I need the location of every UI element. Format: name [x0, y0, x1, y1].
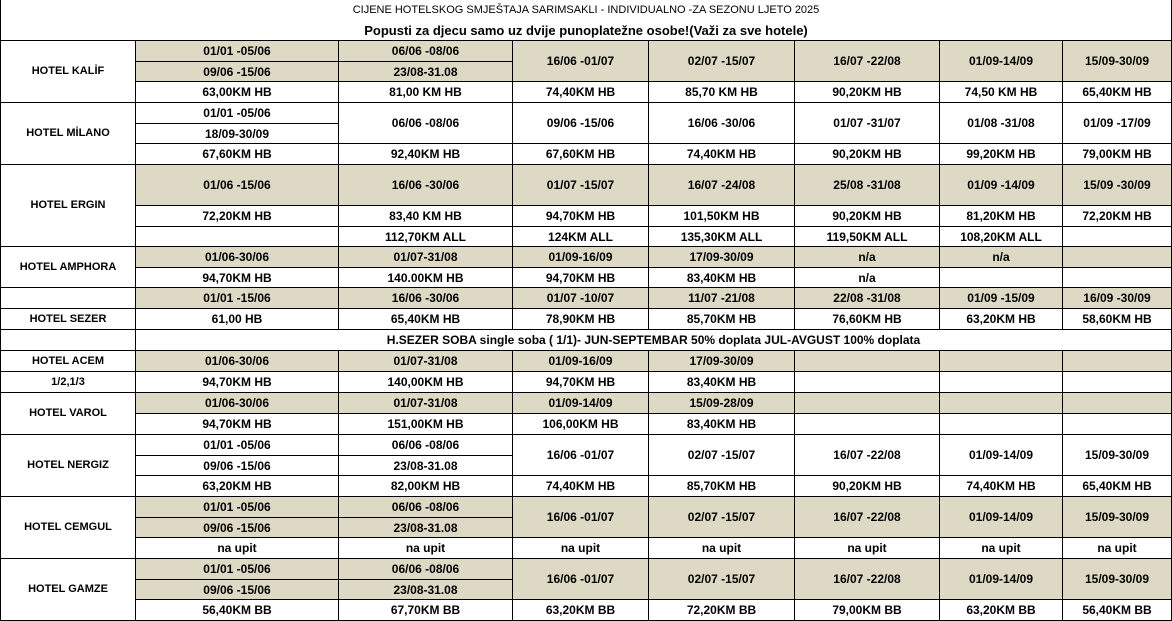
- price-cell: 56,40KM BB: [1063, 600, 1172, 621]
- price-cell: 79,00KM BB: [795, 600, 940, 621]
- blank-cell: [0, 288, 136, 309]
- period-cell: 01/01 -05/06: [136, 435, 339, 456]
- price-cell: [795, 372, 940, 393]
- period-cell: 01/01 -05/06: [136, 559, 339, 580]
- period-cell: 15/09-30/09: [1063, 435, 1172, 476]
- hotel-name: HOTEL SEZER: [0, 309, 136, 330]
- hotel-name: HOTEL ACEM: [0, 351, 136, 372]
- hotel-name: HOTEL VAROL: [0, 393, 136, 435]
- period-cell: 16/06 -30/06: [339, 288, 513, 309]
- price-cell: 72,20KM HB: [136, 206, 339, 227]
- period-cell: 15/09-30/09: [1063, 497, 1172, 538]
- period-cell: 01/08 -31/08: [940, 103, 1063, 144]
- price-cell: 65,40KM HB: [1063, 476, 1172, 497]
- price-all-cell: 119,50KM ALL: [795, 227, 940, 247]
- period-cell: 09/06 -15/06: [136, 518, 339, 538]
- period-cell: 09/06 -15/06: [513, 103, 649, 144]
- price-cell: 85,70 KM HB: [649, 82, 795, 103]
- price-cell: 99,20KM HB: [940, 144, 1063, 165]
- period-cell: 15/09-30/09: [1063, 41, 1172, 82]
- price-cell: n/a: [795, 268, 940, 288]
- price-cell: na upit: [339, 538, 513, 559]
- period-cell: 16/07 -22/08: [795, 435, 940, 476]
- period-cell: [1063, 351, 1172, 372]
- price-all-cell: [136, 227, 339, 247]
- price-cell: 151,00KM HB: [339, 414, 513, 435]
- price-cell: 67,60KM HB: [513, 144, 649, 165]
- period-cell: 01/06-30/06: [136, 351, 339, 372]
- price-cell: 74,50 KM HB: [940, 82, 1063, 103]
- period-cell: 01/09-14/09: [940, 435, 1063, 476]
- price-cell: 76,60KM HB: [795, 309, 940, 330]
- price-cell: 58,60KM HB: [1063, 309, 1172, 330]
- period-cell: [795, 393, 940, 414]
- price-cell: 81,00 KM HB: [339, 82, 513, 103]
- price-all-cell: [1063, 227, 1172, 247]
- hotel-name: HOTEL MİLANO: [0, 103, 136, 165]
- period-cell: 01/09-14/09: [940, 559, 1063, 600]
- period-cell: 02/07 -15/07: [649, 435, 795, 476]
- period-cell: 01/01 -05/06: [136, 41, 339, 62]
- price-cell: 94,70KM HB: [136, 372, 339, 393]
- price-all-cell: 124KM ALL: [513, 227, 649, 247]
- period-cell: 23/08-31.08: [339, 62, 513, 82]
- period-cell: 16/06 -01/07: [513, 41, 649, 82]
- period-cell: 01/09 -17/09: [1063, 103, 1172, 144]
- period-cell: 01/01 -05/06: [136, 103, 339, 124]
- price-cell: [1063, 414, 1172, 435]
- price-cell: [1063, 372, 1172, 393]
- hotel-name: HOTEL KALİF: [0, 41, 136, 103]
- period-cell: 16/06 -30/06: [649, 103, 795, 144]
- period-cell: 23/08-31.08: [339, 518, 513, 538]
- price-cell: 65,40KM HB: [339, 309, 513, 330]
- price-cell: 94,70KM HB: [513, 268, 649, 288]
- price-cell: na upit: [940, 538, 1063, 559]
- hotel-name: HOTEL CEMGUL: [0, 497, 136, 559]
- period-cell: 01/09 -15/09: [940, 288, 1063, 309]
- period-cell: 11/07 -21/08: [649, 288, 795, 309]
- price-cell: 90,20KM HB: [795, 476, 940, 497]
- price-cell: 83,40KM HB: [649, 268, 795, 288]
- period-cell: 01/07-31/08: [339, 247, 513, 268]
- period-cell: 09/06 -15/06: [136, 62, 339, 82]
- price-cell: 67,60KM HB: [136, 144, 339, 165]
- period-cell: 02/07 -15/07: [649, 497, 795, 538]
- price-cell: 140,00KM HB: [339, 372, 513, 393]
- period-cell: [795, 351, 940, 372]
- price-cell: 83,40KM HB: [649, 414, 795, 435]
- period-cell: 17/09-30/09: [649, 351, 795, 372]
- price-cell: 63,20KM HB: [940, 309, 1063, 330]
- period-cell: 23/08-31.08: [339, 580, 513, 600]
- period-cell: 01/07-31/08: [339, 393, 513, 414]
- price-cell: na upit: [649, 538, 795, 559]
- price-cell: 94,70KM HB: [136, 268, 339, 288]
- period-cell: 18/09-30/09: [136, 124, 339, 144]
- price-cell: 92,40KM HB: [339, 144, 513, 165]
- period-cell: 09/06 -15/06: [136, 456, 339, 476]
- period-cell: 25/08 -31/08: [795, 165, 940, 206]
- price-cell: 67,70KM BB: [339, 600, 513, 621]
- price-cell: [940, 372, 1063, 393]
- period-cell: [940, 393, 1063, 414]
- period-cell: 16/06 -01/07: [513, 497, 649, 538]
- price-cell: 72,20KM HB: [1063, 206, 1172, 227]
- price-cell: 94,70KM HB: [136, 414, 339, 435]
- period-cell: 06/06 -08/06: [339, 497, 513, 518]
- period-cell: 02/07 -15/07: [649, 559, 795, 600]
- price-cell: na upit: [513, 538, 649, 559]
- table-subtitle: Popusti za djecu samo uz dvije punoplatežne osobe!(Važi za sve hotele): [0, 20, 1172, 41]
- price-cell: na upit: [136, 538, 339, 559]
- hotel-name: HOTEL GAMZE: [0, 559, 136, 621]
- period-cell: 01/07 -15/07: [513, 165, 649, 206]
- price-cell: 140.00KM HB: [339, 268, 513, 288]
- price-cell: 63,20KM BB: [513, 600, 649, 621]
- period-cell: 01/09 -14/09: [940, 165, 1063, 206]
- period-cell: 17/09-30/09: [649, 247, 795, 268]
- period-cell: n/a: [940, 247, 1063, 268]
- period-cell: 01/01 -05/06: [136, 497, 339, 518]
- period-cell: 06/06 -08/06: [339, 435, 513, 456]
- period-cell: 15/09-30/09: [1063, 559, 1172, 600]
- period-cell: 01/06-30/06: [136, 393, 339, 414]
- period-cell: [940, 351, 1063, 372]
- period-cell: 16/07 -22/08: [795, 41, 940, 82]
- price-cell: na upit: [795, 538, 940, 559]
- price-cell: [1063, 268, 1172, 288]
- price-cell: 81,20KM HB: [940, 206, 1063, 227]
- period-cell: 15/09-28/09: [649, 393, 795, 414]
- period-cell: 01/07-31/08: [339, 351, 513, 372]
- hotel-name: HOTEL AMPHORA: [0, 247, 136, 288]
- price-cell: 63,00KM HB: [136, 82, 339, 103]
- price-cell: 63,20KM HB: [136, 476, 339, 497]
- price-cell: 106,00KM HB: [513, 414, 649, 435]
- price-cell: 72,20KM BB: [649, 600, 795, 621]
- period-cell: 06/06 -08/06: [339, 103, 513, 144]
- sezer-note: H.SEZER SOBA single soba ( 1/1)- JUN-SEPTEMBAR 50% doplata JUL-AVGUST 100% doplata: [136, 330, 1172, 351]
- price-cell: 74,40KM HB: [513, 476, 649, 497]
- period-cell: 16/06 -01/07: [513, 559, 649, 600]
- hotel-name: HOTEL NERGIZ: [0, 435, 136, 497]
- period-cell: 01/01 -15/06: [136, 288, 339, 309]
- period-cell: 23/08-31.08: [339, 456, 513, 476]
- period-cell: 16/06 -01/07: [513, 435, 649, 476]
- price-cell: 90,20KM HB: [795, 82, 940, 103]
- period-cell: 01/09-16/09: [513, 247, 649, 268]
- period-cell: 16/07 -22/08: [795, 497, 940, 538]
- period-cell: 01/09-16/09: [513, 351, 649, 372]
- period-cell: 15/09 -30/09: [1063, 165, 1172, 206]
- price-all-cell: 108,20KM ALL: [940, 227, 1063, 247]
- period-cell: 16/09 -30/09: [1063, 288, 1172, 309]
- price-cell: 82,00KM HB: [339, 476, 513, 497]
- price-cell: 83,40 KM HB: [339, 206, 513, 227]
- period-cell: 06/06 -08/06: [339, 41, 513, 62]
- price-cell: [940, 414, 1063, 435]
- price-cell: 63,20KM BB: [940, 600, 1063, 621]
- hotel-name: HOTEL ERGIN: [0, 165, 136, 247]
- price-cell: 101,50KM HB: [649, 206, 795, 227]
- price-cell: 90,20KM HB: [795, 206, 940, 227]
- price-cell: 85,70KM HB: [649, 309, 795, 330]
- price-cell: 94,70KM HB: [513, 206, 649, 227]
- price-cell: [940, 268, 1063, 288]
- period-cell: 09/06 -15/06: [136, 580, 339, 600]
- price-cell: 83,40KM HB: [649, 372, 795, 393]
- price-all-cell: 112,70KM ALL: [339, 227, 513, 247]
- price-cell: 74,40KM HB: [940, 476, 1063, 497]
- period-cell: 16/07 -24/08: [649, 165, 795, 206]
- period-cell: 01/09-14/09: [513, 393, 649, 414]
- period-cell: 06/06 -08/06: [339, 559, 513, 580]
- period-cell: 01/07 -10/07: [513, 288, 649, 309]
- price-cell: 61,00 HB: [136, 309, 339, 330]
- price-cell: 74,40KM HB: [649, 144, 795, 165]
- price-cell: 90,20KM HB: [795, 144, 940, 165]
- period-cell: 16/06 -30/06: [339, 165, 513, 206]
- period-cell: 22/08 -31/08: [795, 288, 940, 309]
- price-cell: [795, 414, 940, 435]
- period-cell: 01/09-14/09: [940, 497, 1063, 538]
- hotel-subname: 1/2,1/3: [0, 372, 136, 393]
- period-cell: [1063, 393, 1172, 414]
- price-cell: 79,00KM HB: [1063, 144, 1172, 165]
- price-cell: 56,40KM BB: [136, 600, 339, 621]
- price-cell: 85,70KM HB: [649, 476, 795, 497]
- price-all-cell: 135,30KM ALL: [649, 227, 795, 247]
- period-cell: 01/06 -15/06: [136, 165, 339, 206]
- period-cell: 02/07 -15/07: [649, 41, 795, 82]
- price-cell: 74,40KM HB: [513, 82, 649, 103]
- price-cell: na upit: [1063, 538, 1172, 559]
- period-cell: 01/09-14/09: [940, 41, 1063, 82]
- period-cell: 16/07 -22/08: [795, 559, 940, 600]
- price-cell: 78,90KM HB: [513, 309, 649, 330]
- blank-cell: [0, 330, 136, 351]
- period-cell: [1063, 247, 1172, 268]
- period-cell: 01/07 -31/07: [795, 103, 940, 144]
- period-cell: n/a: [795, 247, 940, 268]
- price-cell: 94,70KM HB: [513, 372, 649, 393]
- price-cell: 65,40KM HB: [1063, 82, 1172, 103]
- period-cell: 01/06-30/06: [136, 247, 339, 268]
- table-title: CIJENE HOTELSKOG SMJEŠTAJA SARIMSAKLI - INDIVIDUALNO -ZA SEZONU LJETO 2025: [0, 0, 1172, 20]
